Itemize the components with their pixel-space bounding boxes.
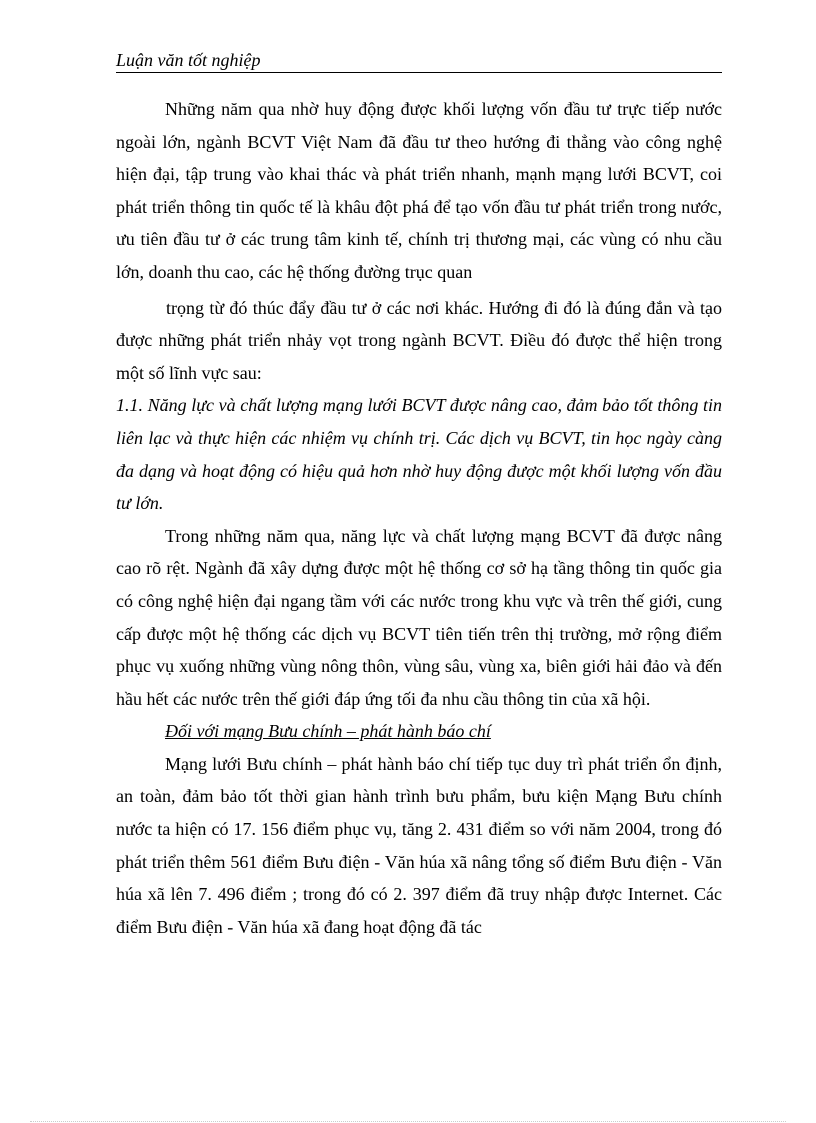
paragraph-3: Mạng lưới Bưu chính – phát hành báo chí tiếp tục duy trì phát triển ổn định, an toàn, đảm bảo tốt thời gian hành trình bưu phẩm, bưu kiện Mạng Bưu chính nước ta hiện có 17. 156 điểm phục vụ, tăng 2. 431 điểm so với năm 2004, trong đó phát triển thêm 561 điểm Bưu điện - Văn húa xã nâng tổng số điểm Bưu điện - Văn húa xã lên 7. 496 điểm ; trong đó có 2. 397 điểm đã truy nhập được Internet. Các điểm Bưu điện - Văn húa xã đang hoạt động đã tác <box>116 753 722 937</box>
page-header <box>116 50 722 73</box>
page-bottom-divider <box>30 1121 786 1122</box>
sub-heading-postal-network: Đối với mạng Bưu chính – phát hành báo chí <box>165 721 491 742</box>
paragraph-1-continuation: trọng từ đó thúc đẩy đầu tư ở các nơi khác. Hướng đi đó là đúng đắn và tạo được những phát triển nhảy vọt trong ngành BCVT. Điều đó được thể hiện trong một số lĩnh vực sau: <box>116 297 722 383</box>
paragraph-1: Những năm qua nhờ huy động được khối lượng vốn đầu tư trực tiếp nước ngoài lớn, ngành BCVT Việt Nam đã đầu tư theo hướng đi thẳng vào công nghệ hiện đại, tập trung vào khai thác và phát triển nhanh, mạnh mạng lưới BCVT, coi phát triển thông tin quốc tế là khâu đột phá để tạo vốn đầu tư phát triển trong nước, ưu tiên đầu tư ở các trung tâm kinh tế, chính trị thương mại, các vùng có nhu cầu lớn, doanh thu cao, các hệ thống đường trục quan <box>116 99 722 282</box>
paragraph-2: Trong những năm qua, năng lực và chất lượng mạng BCVT đã được nâng cao rõ rệt. Ngành đã xây dựng được một hệ thống cơ sở hạ tầng thông tin quốc gia có công nghệ hiện đại ngang tầm với các nước trong khu vực và trên thế giới, cung cấp được một hệ thống các dịch vụ BCVT tiên tiến trên thị trường, mở rộng điểm phục vụ xuống những vùng nông thôn, vùng sâu, vùng xa, biên giới hải đảo và đến hầu hết các nước trên thế giới đáp ứng tối đa nhu cầu thông tin của xã hội. <box>116 525 722 709</box>
document-body <box>116 93 722 943</box>
section-heading-1-1: 1.1. Năng lực và chất lượng mạng lưới BCVT được nâng cao, đảm bảo tốt thông tin liên lạc và thực hiện các nhiệm vụ chính trị. Các dịch vụ BCVT, tin học ngày càng đa dạng và hoạt động có hiệu quả hơn nhờ huy động được một khối lượng vốn đầu tư lớn. <box>116 395 722 514</box>
header-title: Luận văn tốt nghiệp <box>116 50 261 70</box>
